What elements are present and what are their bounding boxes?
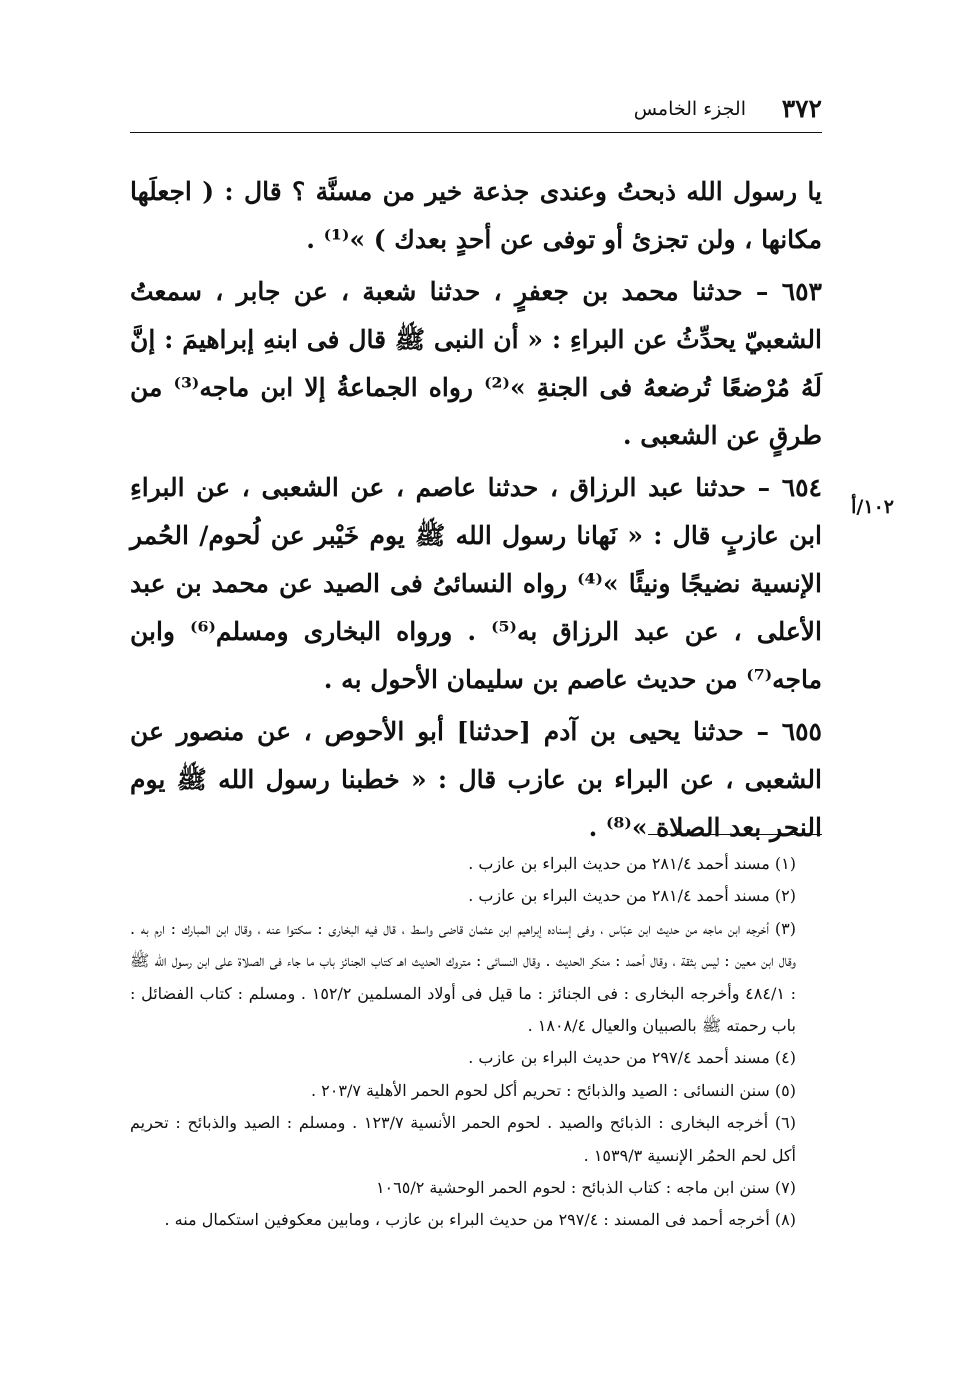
hadith-654: ٦٥٤ – حدثنا عبد الرزاق ، حدثنا عاصم ، عن الشعبى ، عن البراءِ ابن عازبٍ قال : « نَهانا رسول الله ﷺ يوم خَيْبر عن لُحوم/ الحُمر الإنسية نضيجًا ونيئًا »⁽⁴⁾ رواه النسائىُ فى الصيد عن محمد بن عبد الأعلى ، عن عبد الرزاق به⁽⁵⁾ . ورواه البخارى ومسلم⁽⁶⁾ وابن ماجه⁽⁷⁾ من حديث عاصم بن سليمان الأحول به .: [130, 473, 823, 694]
footnote-3: (٣) أخرجه ابن ماجه من حديث ابن عبّاس ، وفى إسناده إبراهيم ابن عثمان قاضى واسط ، قال فيه البخارى : سكتوا عنه ، وقال ابن المبارك : ارم به . وقال ابن معين : ليس بثقة ، وقال أحمد : منكر الحديث . وقال النسائى : متروك الحديث اهـ كتاب الجنائز باب ما جاء فى الصلاة على ابن رسول الله ﷺ : ٤٨٤/١ وأخرجه البخارى : فى الجنائز : ما قيل فى أولاد المسلمين ١٥٢/٢ . ومسلم : كتاب الفضائل : باب رحمته ﷺ بالصبيان والعيال ١٨٠٨/٤ .: [130, 918, 797, 1036]
hadith-655: ٦٥٥ – حدثنا يحيى بن آدم [حدثنا] أبو الأحوص ، عن منصور عن الشعبى ، عن البراء بن عازب قال : « خطبنا رسول الله ﷺ يوم النحر بعد الصلاة »⁽⁸⁾ .: [130, 717, 822, 842]
book-part-title: الجزء الخامس: [633, 98, 746, 120]
page-number: ٣٧٢: [781, 94, 822, 123]
margin-folio-note: ١٠٢/أ: [851, 496, 894, 518]
footnote-1: (١) مسند أحمد ٢٨١/٤ من حديث البراء بن عازب .: [468, 854, 796, 873]
footnotes: [130, 848, 822, 1237]
footnote-6: (٦) أخرجه البخارى : الذبائح والصيد . لحوم الحمر الأنسية ١٢٣/٧ . ومسلم : الصيد والذبائح : تحريم أكل لحم الحمُر الإنسية ١٥٣٩/٣ .: [130, 1113, 797, 1165]
footnote-8: (٨) أخرجه أحمد فى المسند : ٢٩٧/٤ من حديث البراء بن عازب ، ومابين معكوفين استكمال منه .: [164, 1210, 796, 1230]
footnote-separator: [648, 834, 822, 835]
footnote-2: (٢) مسند أحمد ٢٨١/٤ من حديث البراء بن عازب .: [468, 886, 796, 906]
footnote-4: (٤) مسند أحمد ٢٩٧/٤ من حديث البراء بن عازب .: [468, 1048, 796, 1068]
running-head: [130, 92, 822, 133]
main-text: [130, 168, 822, 856]
footnote-7: (٧) سنن ابن ماجه : كتاب الذبائح : لحوم الحمر الوحشية ١٠٦٥/٢: [375, 1178, 796, 1198]
paragraph-continuation: يا رسول الله ذبحتُ وعندى جذعة خير من مسنَّة ؟ قال : ( اجعلَها مكانها ، ولن تجزئ أو توفى عن أحدٍ بعدك ) »⁽¹⁾ .: [130, 177, 822, 254]
hadith-653: ٦٥٣ – حدثنا محمد بن جعفرٍ ، حدثنا شعبة ، عن جابر ، سمعتُ الشعبيّ يحدِّثُ عن البراءِ : « أن النبى ﷺ قال فى ابنهِ إبراهيمَ : إنَّ لَهُ مُرْضعًا تُرضعهُ فى الجنةِ »⁽²⁾ رواه الجماعةُ إلا ابن ماجه⁽³⁾ من طرقٍ عن الشعبى .: [130, 277, 822, 450]
footnote-5: (٥) سنن النسائى : الصيد والذبائح : تحريم أكل لحوم الحمر الأهلية ٢٠٣/٧ .: [310, 1080, 796, 1100]
